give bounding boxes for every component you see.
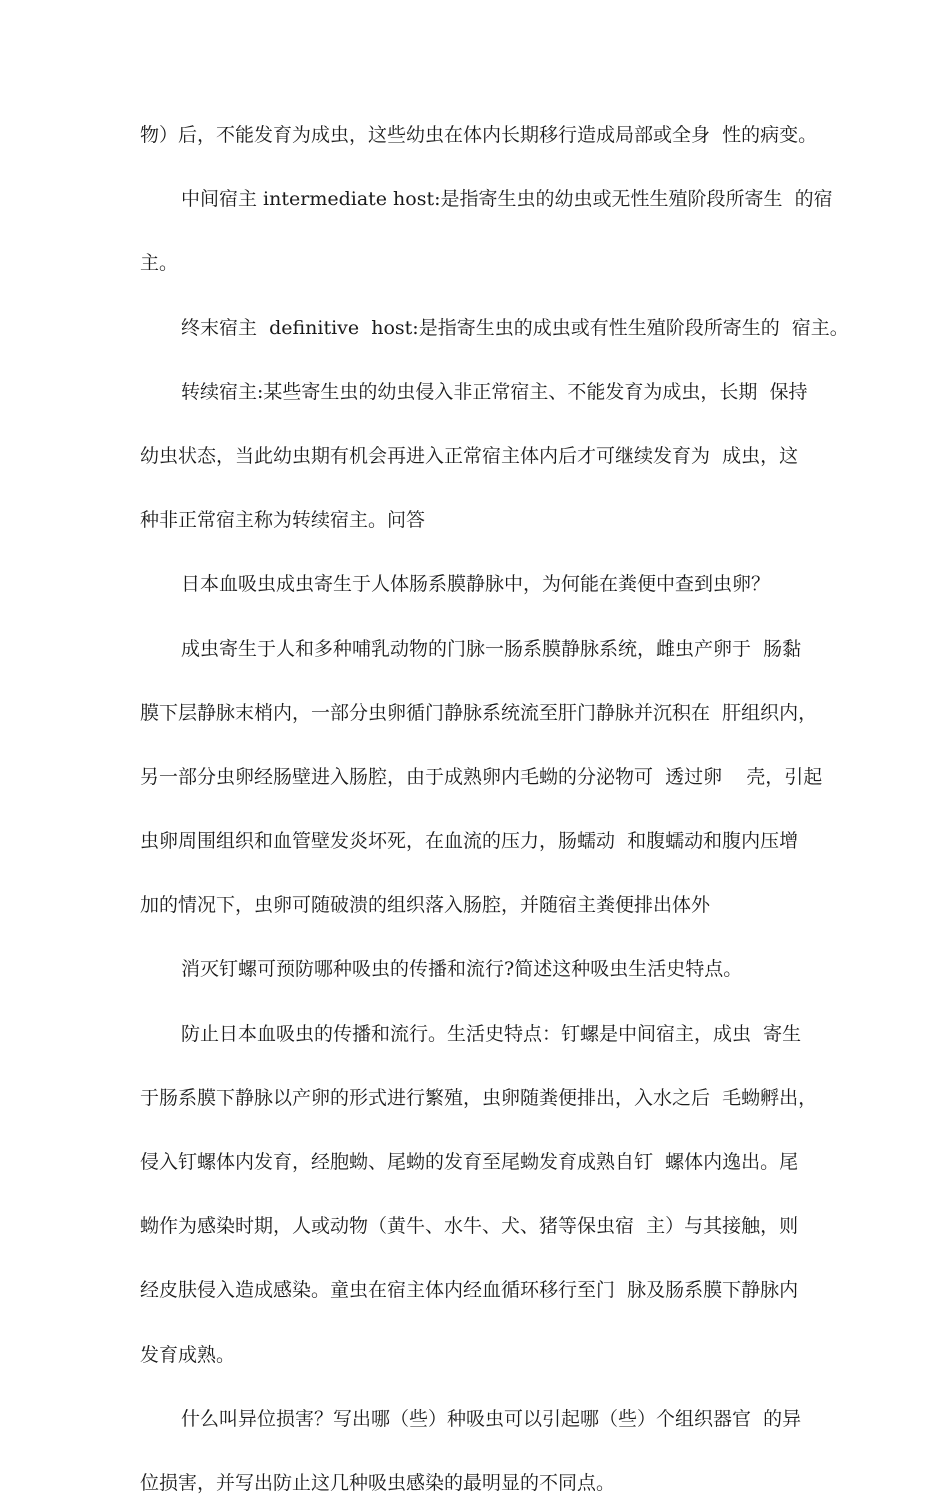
text-line: 经皮肤侵入造成感染。童虫在宿主体内经血循环移行至门 脉及肠系膜下静脉内	[140, 1279, 799, 1302]
paragraph-answer-1	[140, 632, 840, 924]
text-line: 主。	[140, 252, 179, 275]
text-line: 成虫寄生于人和多种哺乳动物的门脉一肠系膜静脉系统，雌虫产卵于 肠黏	[181, 637, 802, 660]
text-line: 膜下层静脉末梢内，一部分虫卵循门静脉系统流至肝门静脉并沉积在 肝组织内，	[140, 701, 818, 724]
text-line: 虫卵周围组织和血管壁发炎坏死，在血流的压力，肠蠕动 和腹蠕动和腹内压增	[140, 830, 799, 853]
text-line: 蚴作为感染时期，人或动物（黄牛、水牛、犬、猪等保虫宿 主）与其接触，则	[140, 1215, 799, 1238]
text-line: 物）后，不能发育为成虫，这些幼虫在体内长期移行造成局部或全身 性的病变。	[140, 124, 818, 146]
paragraph-question-2	[140, 952, 840, 987]
text-line: 幼虫状态，当此幼虫期有机会再进入正常宿主体内后才可继续发育为 成虫，这	[140, 444, 799, 467]
document-body	[140, 118, 849, 1501]
text-line: 位损害，并写出防止这几种吸虫感染的最明显的不同点。	[140, 1471, 616, 1494]
paragraph-continuation	[140, 118, 840, 153]
text-line: 日本血吸虫成虫寄生于人体肠系膜静脉中，为何能在粪便中查到虫卵？	[181, 573, 771, 596]
text-line: 终末宿主 definitive host:是指寄生虫的成虫或有性生殖阶段所寄生的 宿主。	[181, 316, 849, 339]
paragraph-definitive-host	[140, 311, 849, 346]
paragraph-paratenic-host	[140, 375, 840, 539]
text-line: 防止日本血吸虫的传播和流行。生活史特点：钉螺是中间宿主，成虫 寄生	[181, 1022, 802, 1045]
text-line: 中间宿主 intermediate host:是指寄生虫的幼虫或无性生殖阶段所寄生 的宿	[181, 188, 833, 211]
text-line: 转续宿主:某些寄生虫的幼虫侵入非正常宿主、不能发育为成虫，长期 保持	[181, 380, 808, 403]
paragraph-question-1	[140, 567, 840, 602]
text-line: 消灭钉螺可预防哪种吸虫的传播和流行?简述这种吸虫生活史特点。	[181, 958, 743, 981]
paragraph-question-3	[140, 1402, 840, 1501]
text-line: 种非正常宿主称为转续宿主。问答	[140, 509, 426, 532]
text-line: 另一部分虫卵经肠壁进入肠腔，由于成熟卵内毛蚴的分泌物可 透过卵 壳，引起	[140, 765, 823, 788]
text-line: 于肠系膜下静脉以产卵的形式进行繁殖，虫卵随粪便排出，入水之后 毛蚴孵出，	[140, 1086, 818, 1109]
paragraph-intermediate-host	[140, 182, 840, 281]
text-line: 侵入钉螺体内发育，经胞蚴、尾蚴的发育至尾蚴发育成熟自钉 螺体内逸出。尾	[140, 1151, 799, 1173]
text-line: 什么叫异位损害？写出哪（些）种吸虫可以引起哪（些）个组织器官 的异	[181, 1407, 802, 1430]
paragraph-answer-2	[140, 1017, 840, 1373]
text-line: 发育成熟。	[140, 1343, 236, 1366]
text-line: 加的情况下，虫卵可随破溃的组织落入肠腔，并随宿主粪便排出体外	[140, 894, 711, 917]
